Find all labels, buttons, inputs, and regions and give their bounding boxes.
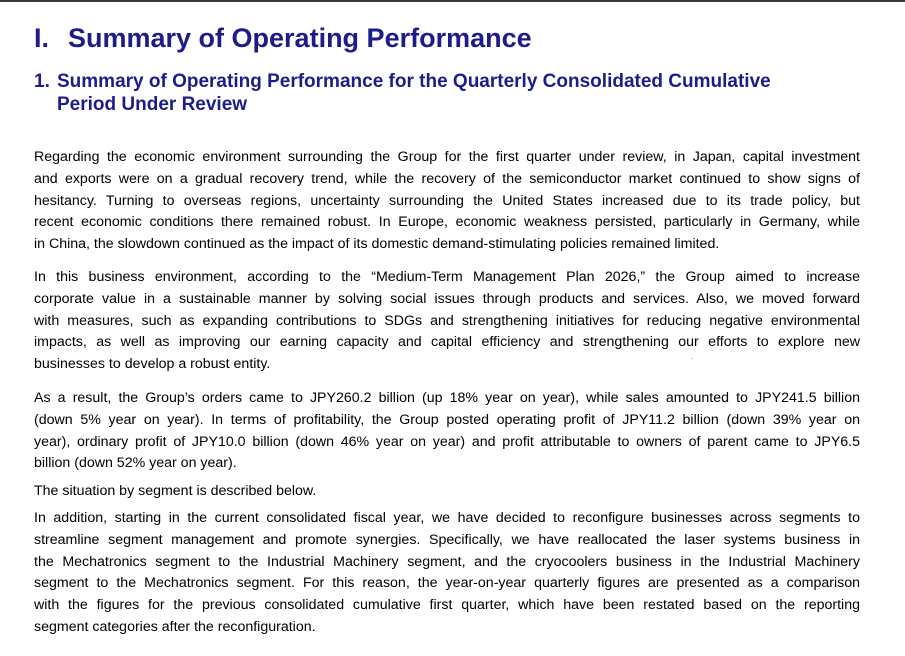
top-border-rule [0, 0, 905, 2]
paragraph-line: with the figures for the previous consolidated cumulative first quarter, which have been restated based on the reporting [34, 597, 860, 614]
subsection-title-line-2: Period Under Review [57, 94, 248, 115]
paragraph-line: hesitancy. Turning to overseas regions, uncertainty surrounding the United States increased due to its trade policy, but [34, 192, 860, 209]
paragraph-line: In this business environment, according to the “Medium-Term Management Plan 2026,” the Group aimed to increase [34, 269, 860, 285]
subsection-title-line-1: Summary of Operating Performance for the Quarterly Consolidated Cumulative [57, 71, 771, 92]
section-title: Summary of Operating Performance [68, 23, 532, 53]
paragraph-line: with measures, such as expanding contributions to SDGs and strengthening initiatives for reducing negative environmental [34, 312, 860, 329]
paragraph-line: billion (down 52% year on year). [34, 455, 237, 472]
paragraph-line: impacts, as well as improving our earning capacity and capital efficiency and strengthening our efforts to explore new [34, 334, 860, 351]
paragraph-results [34, 388, 860, 475]
paragraph-line: streamline segment management and promote synergies. Specifically, we have reallocated the laser systems business in [34, 531, 860, 548]
paragraph-line: and exports were on a gradual recovery trend, while the recovery of the semiconductor market continued to show signs of [34, 170, 860, 187]
paragraph-line: (down 5% year on year). In terms of profitability, the Group posted operating profit of JPY11.2 billion (down 39% year on [34, 411, 860, 428]
paragraph-line: the Mechatronics segment to the Industrial Machinery segment, and the cryocoolers business in the Industrial Machinery [34, 553, 860, 570]
paragraph-line: in China, the slowdown continued as the impact of its domestic demand-stimulating policies remained limited. [34, 236, 720, 253]
paragraph-segment-reconfiguration [34, 508, 860, 639]
subsection-heading [34, 70, 834, 116]
paragraph-segment-intro [34, 481, 860, 503]
paragraph-line: As a result, the Group’s orders came to JPY260.2 billion (up 18% year on year), while sales amounted to JPY241.5 billion [34, 390, 860, 406]
paragraph-line: The situation by segment is described below. [34, 483, 317, 499]
section-number: I. [34, 23, 50, 53]
paragraph-line: recent economic conditions there remained robust. In Europe, economic weakness persisted, particularly in Germany, while [34, 214, 860, 231]
paragraph-line: Regarding the economic environment surrounding the Group for the first quarter under review, in Japan, capital investment [34, 149, 860, 165]
paragraph-line: In addition, starting in the current consolidated fiscal year, we have decided to reconfigure businesses across segments to [34, 510, 860, 526]
paragraph-economic-environment [34, 147, 860, 256]
paragraph-line: year), ordinary profit of JPY10.0 billion (down 46% year on year) and profit attributable to owners of parent came to JPY6.5 [34, 433, 860, 450]
section-heading [34, 22, 532, 54]
paragraph-business-environment [34, 267, 860, 376]
subsection-number: 1. [34, 71, 50, 92]
paragraph-line: segment categories after the reconfiguration. [34, 618, 316, 635]
paragraph-line: segment to the Mechatronics segment. For this reason, the year-on-year quarterly figures are presented as a comparison [34, 575, 860, 592]
paragraph-line: businesses to develop a robust entity. [34, 356, 271, 373]
paragraph-line: corporate value in a sustainable manner by solving social issues through products and services. Also, we moved forward [34, 290, 860, 307]
